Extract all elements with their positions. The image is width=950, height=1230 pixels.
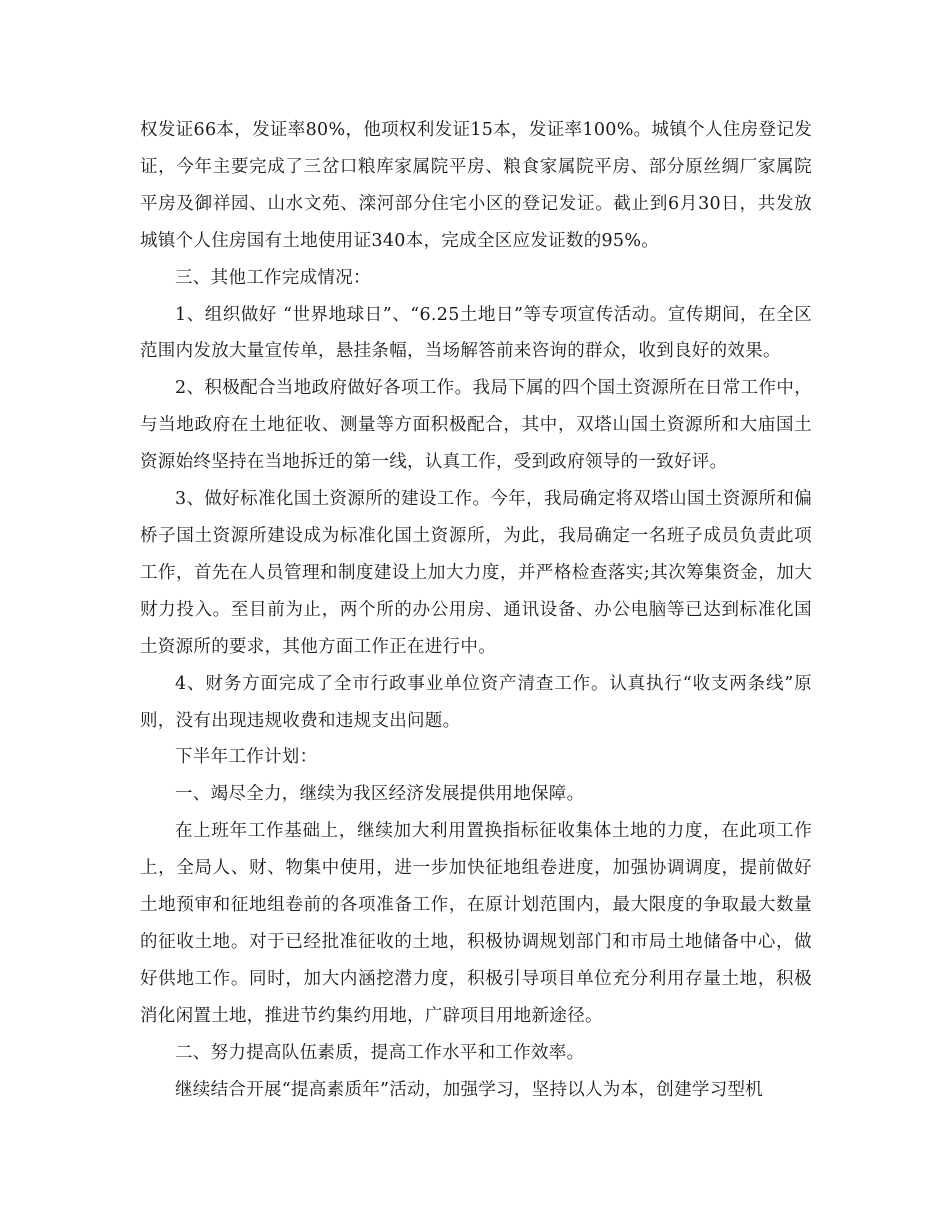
paragraph-registration-stats: 权发证66本，发证率80%，他项权利发证15本，发证率100%。城镇个人住房登记发证，今年主要完成了三岔口粮库家属院平房、粮食家属院平房、部分原丝绸厂家属院平房及御祥园、山水文苑、滦河部分住宅小区的登记发证。截止到6月30日，共发放城镇个人住房国有土地使用证340本，完成全区应发证数的95%。 [140, 120, 812, 251]
paragraph-plan-2-detail: 继续结合开展“提高素质年”活动，加强学习，坚持以人为本，创建学习型机 [175, 1079, 764, 1100]
paragraph-plan-1-detail: 在上班年工作基础上，继续加大利用置换指标征收集体土地的力度，在此项工作上，全局人、财、物集中使用，进一步加快征地组卷进度，加强协调调度，提前做好土地预审和征地组卷前的各项准备工作，在原计划范围内，最大限度的争取最大数量的征收土地。对于已经批准征收的土地，积极协调规划部门和市局土地储备中心，做好供地工作。同时，加大内涵挖潜力度，积极引导项目单位充分利用存量土地，积极消化闲置土地，推进节约集约用地，广辟项目用地新途径。 [140, 821, 812, 1026]
paragraph-item-1-publicity: 1、组织做好 “世界地球日”、“6.25土地日”等专项宣传活动。宣传期间，在全区范围内发放大量宣传单，悬挂条幅，当场解答前来咨询的群众，收到良好的效果。 [140, 304, 812, 362]
plan-heading-2-team-quality: 二、努力提高队伍素质，提高工作水平和工作效率。 [175, 1042, 585, 1063]
section-heading-second-half-plan: 下半年工作计划： [175, 747, 318, 768]
paragraph-item-4-finance: 4、财务方面完成了全市行政事业单位资产清查工作。认真执行“收支两条线”原则，没有出现违规收费和违规支出问题。 [140, 673, 812, 731]
document-body [140, 112, 812, 1108]
paragraph-item-2-cooperation: 2、积极配合当地政府做好各项工作。我局下属的四个国土资源所在日常工作中，与当地政府在土地征收、测量等方面积极配合，其中，双塔山国土资源所和大庙国土资源始终坚持在当地拆迁的第一线，认真工作，受到政府领导的一致好评。 [140, 378, 812, 473]
section-heading-other-work: 三、其他工作完成情况： [175, 267, 371, 288]
paragraph-item-3-standardization: 3、做好标准化国土资源所的建设工作。今年，我局确定将双塔山国土资源所和偏桥子国土资源所建设成为标准化国土资源所，为此，我局确定一名班子成员负责此项工作，首先在人员管理和制度建设上加大力度，并严格检查落实;其次筹集资金，加大财力投入。至目前为止，两个所的办公用房、通讯设备、办公电脑等已达到标准化国土资源所的要求，其他方面工作正在进行中。 [140, 489, 812, 657]
plan-heading-1-land-supply: 一、竭尽全力，继续为我区经济发展提供用地保障。 [175, 784, 585, 805]
